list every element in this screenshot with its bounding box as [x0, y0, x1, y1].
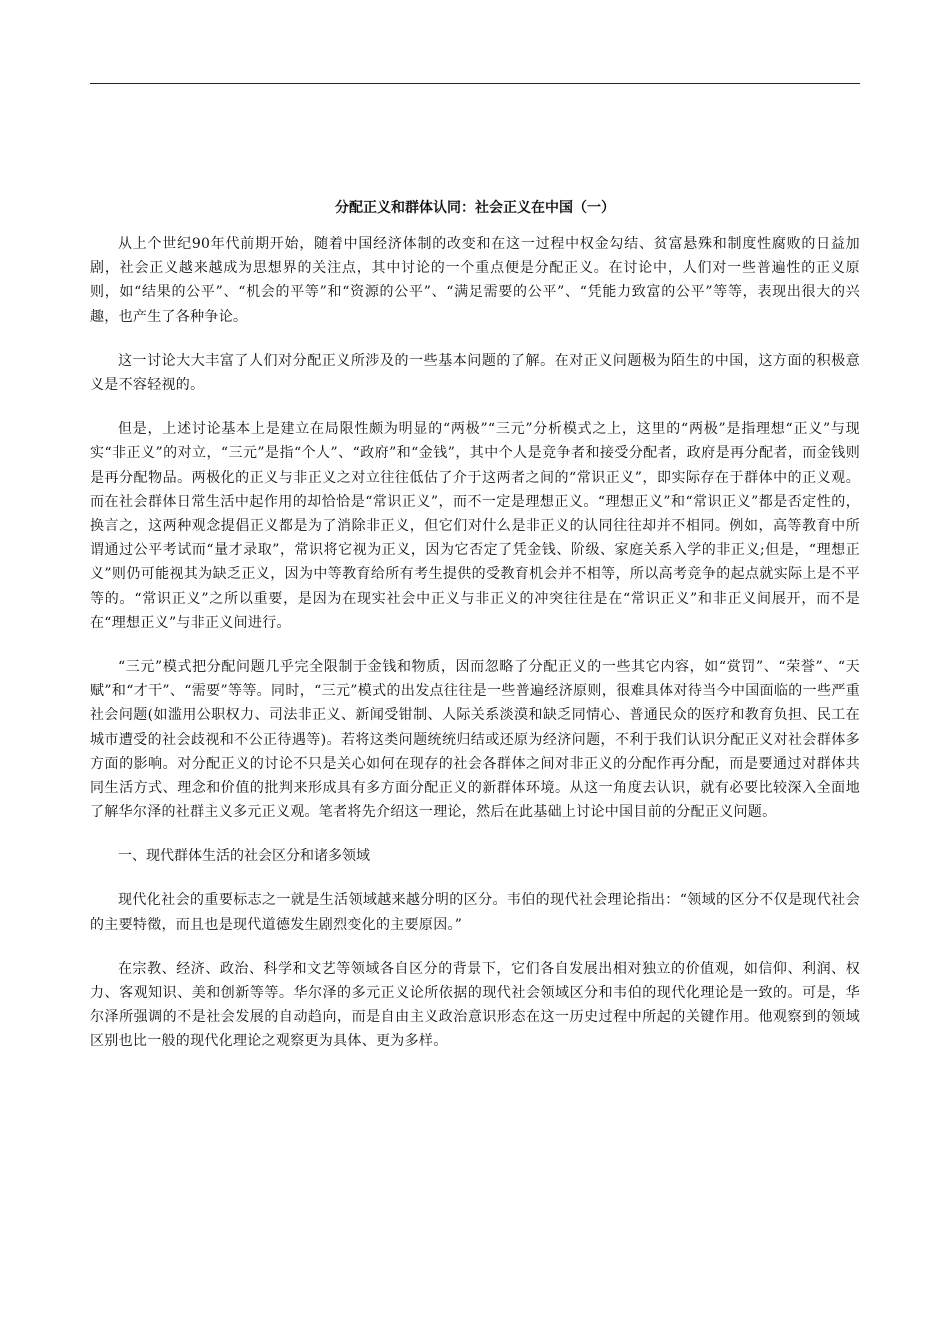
header-rule	[90, 83, 860, 84]
paragraph-2: 这一讨论大大丰富了人们对分配正义所涉及的一些基本问题的了解。在对正义问题极为陌生的中国，这方面的积极意义是不容轻视的。	[90, 352, 860, 394]
document-body	[90, 196, 860, 1074]
paragraph-3: 但是，上述讨论基本上是建立在局限性颇为明显的“两极”“三元”分析模式之上，这里的“两极”是指理想“正义”与现实“非正义”的对立，“三元”是指“个人”、“政府”和“金钱”，其中个人是竞争者和接受分配者，政府是再分配者，而金钱则是再分配物品。两极化的正义与非正义之对立往往低估了介于这两者之间的“常识正义”，即实际存在于群体中的正义观。而在社会群体日常生活中起作用的却恰恰是“常识正义”，而不一定是理想正义。“理想正义”和“常识正义”都是否定性的，换言之，这两种观念提倡正义都是为了消除非正义，但它们对什么是非正义的认同往往却并不相同。例如，高等教育中所谓通过公平考试而“量才录取”，常识将它视为正义，因为它否定了凭金钱、阶级、家庭关系入学的非正义;但是，“理想正义”则仍可能视其为缺乏正义，因为中等教育给所有考生提供的受教育机会并不相等，所以高考竞争的起点就实际上是不平等的。“常识正义”之所以重要，是因为在现实社会中正义与非正义的冲突往往是在“常识正义”和非正义间展开，而不是在“理想正义”与非正义间进行。	[90, 421, 860, 631]
document-title: 分配正义和群体认同：社会正义在中国（一）	[335, 200, 615, 216]
paragraph-1: 从上个世纪90年代前期开始，随着中国经济体制的改变和在这一过程中权金勾结、贫富悬殊和制度性腐败的日益加剧，社会正义越来越成为思想界的关注点，其中讨论的一个重点便是分配正义。在讨论中，人们对一些普遍性的正义原则，如“结果的公平”、“机会的平等”和“资源的公平”、“满足需要的公平”、“凭能力致富的公平”等等，表现出很大的兴趣，也产生了各种争论。	[90, 236, 860, 325]
section-heading: 一、现代群体生活的社会区分和诸多领域	[118, 848, 370, 865]
paragraph-5: 现代化社会的重要标志之一就是生活领域越来越分明的区分。韦伯的现代社会理论指出：“领域的区分不仅是现代社会的主要特徵，而且也是现代道德发生剧烈变化的主要原因。”	[90, 892, 860, 933]
paragraph-6: 在宗教、经济、政治、科学和文艺等领域各自区分的背景下，它们各自发展出相对独立的价值观，如信仰、利润、权力、客观知识、美和创新等等。华尔泽的多元正义论所依据的现代社会领域区分和韦伯的现代化理论是一致的。可是，华尔泽所强调的不是社会发展的自动趋向，而是自由主义政治意识形态在这一历史过程中所起的关键作用。他观察到的领域区别也比一般的现代化理论之观察更为具体、更为多样。	[90, 960, 860, 1050]
paragraph-4: “三元”模式把分配问题几乎完全限制于金钱和物质，因而忽略了分配正义的一些其它内容，如“赏罚”、“荣誉”、“天赋”和“才干”、“需要”等等。同时，“三元”模式的出发点往往是一些普遍经济原则，很难具体对待当今中国面临的一些严重社会问题(如滥用公职权力、司法非正义、新闻受钳制、人际关系淡漠和缺乏同情心、普通民众的医疗和教育负担、民工在城市遭受的社会歧视和不公正待遇等)。若将这类问题统统归结或还原为经济问题，不利于我们认识分配正义对社会群体多方面的影响。对分配正义的讨论不只是关心如何在现存的社会各群体之间对非正义的分配作再分配，而是要通过对群体共同生活方式、理念和价值的批判来形成具有多方面分配正义的新群体环境。从这一角度去认识，就有必要比较深入全面地了解华尔泽的社群主义多元正义观。笔者将先介绍这一理论，然后在此基础上讨论中国目前的分配正义问题。	[90, 659, 860, 821]
